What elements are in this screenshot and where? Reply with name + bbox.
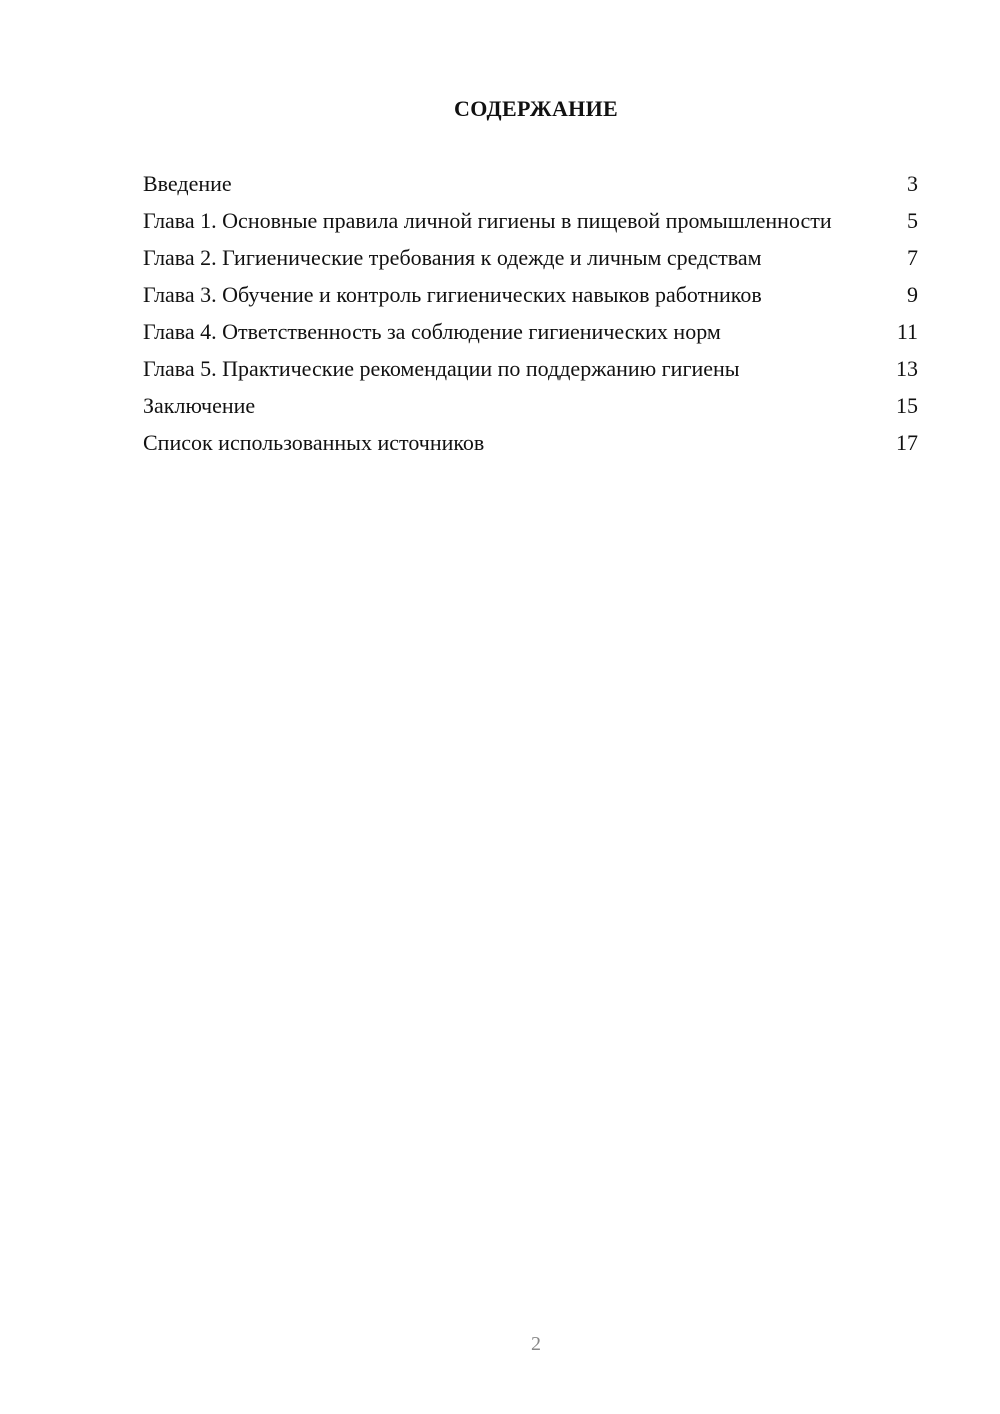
toc-entry-page: 15 <box>896 393 918 418</box>
toc-entry-page: 11 <box>896 319 918 344</box>
toc-entry <box>143 355 918 382</box>
toc-entry-text: Список использованных источников <box>143 430 485 455</box>
toc-entry <box>143 207 918 234</box>
toc-entry-text: Глава 3. Обучение и контроль гигиенических навыков работников <box>143 282 762 307</box>
toc-entry-page: 7 <box>907 245 918 270</box>
toc-entry <box>143 318 918 345</box>
table-of-contents <box>143 170 918 466</box>
toc-entry-page: 13 <box>896 356 918 381</box>
toc-entry <box>143 429 918 456</box>
toc-entry <box>143 170 918 197</box>
toc-entry-page: 17 <box>896 430 918 455</box>
toc-entry-text: Заключение <box>143 393 256 418</box>
toc-entry <box>143 392 918 419</box>
toc-entry <box>143 281 918 308</box>
toc-entry-text: Введение <box>143 171 232 196</box>
page-number: 2 <box>531 1333 541 1355</box>
toc-entry-page: 9 <box>907 282 918 307</box>
toc-entry-text: Глава 5. Практические рекомендации по поддержанию гигиены <box>143 356 740 381</box>
toc-entry-text: Глава 2. Гигиенические требования к одежде и личным средствам <box>143 245 762 270</box>
toc-entry-text: Глава 1. Основные правила личной гигиены в пищевой промышленности <box>143 208 832 233</box>
toc-entry-page: 5 <box>907 208 918 233</box>
toc-entry-text: Глава 4. Ответственность за соблюдение гигиенических норм <box>143 319 721 344</box>
toc-entry <box>143 244 918 271</box>
toc-entry-page: 3 <box>907 171 918 196</box>
page-title: СОДЕРЖАНИЕ <box>454 96 618 121</box>
